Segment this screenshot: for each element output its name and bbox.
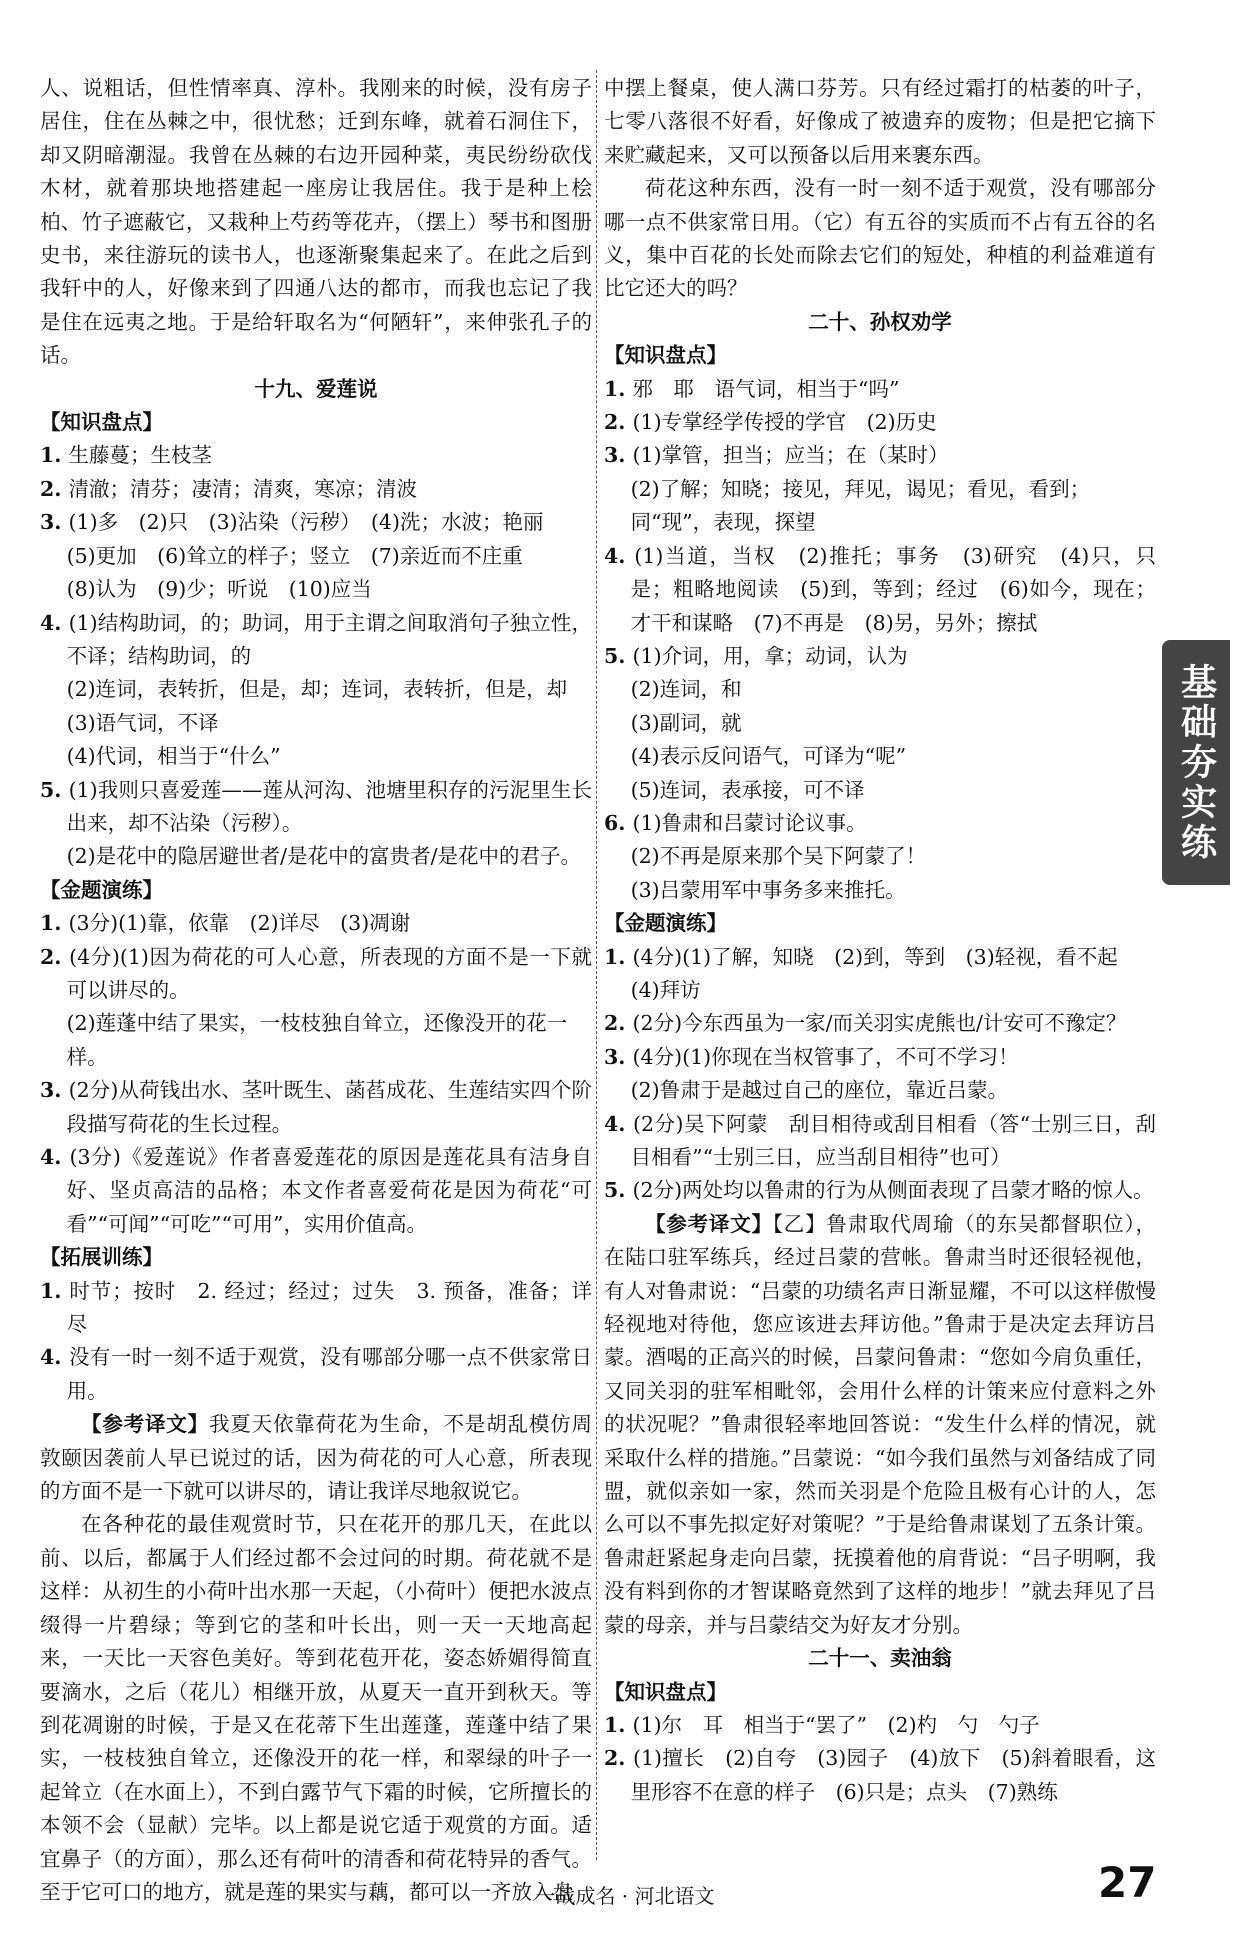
answer-item: 3. (1)掌管，担当；应当；在（某时） bbox=[604, 443, 949, 468]
section-title: 二十一、卖油翁 bbox=[808, 1646, 952, 1671]
answer-line: (4)表示反问语气，可译为“呢” bbox=[630, 744, 907, 769]
left-column bbox=[40, 72, 592, 1909]
subsection-heading: 【金题演练】 bbox=[604, 911, 727, 936]
answer-item: 6. (1)鲁肃和吕蒙讨论议事。 bbox=[604, 810, 867, 835]
side-tab-label: 基础夯实练 bbox=[1175, 662, 1217, 863]
section-title: 二十、孙权劝学 bbox=[808, 309, 952, 334]
answer-item: 3. (4分)(1)你现在当权管事了，不可不学习！ bbox=[604, 1044, 1019, 1069]
page-footer: 一战成名 · 河北语文 bbox=[535, 1884, 715, 1908]
answer-line: (2)不再是原来那个吴下阿蒙了！ bbox=[630, 844, 927, 869]
answer-item: 3. (1)多 (2)只 (3)沾染（污秽） (4)洗；水波；艳丽 bbox=[40, 510, 544, 535]
answer-line: (2)了解；知晓；接见，拜见，谒见；看见，看到；同“现”，表现，探望 bbox=[630, 476, 1091, 535]
reference-translation: 【参考译文】【乙】鲁肃取代周瑜（的东吴都督职位），在陆口驻军练兵，经过吕蒙的营帐。鲁肃当时还很轻视他，有人对鲁肃说：“吕蒙的功绩名声日渐显耀，不可以这样傲慢轻视地对待他，您应该进去拜访他。”鲁肃于是决定去拜访吕蒙。酒喝的正高兴的时候，吕蒙问鲁肃：“您如今肩负重任，又同关羽的驻军相毗邻，会用什么样的计策来应付意料之外的状况呢？”鲁肃很轻率地回答说：“发生什么样的情况，就采取什么样的措施。”吕蒙说：“如今我们虽然与刘备结成了同盟，就似亲如一家，然而关羽是个危险且极有心计的人，怎么可以不事先拟定好对策呢？”于是给鲁肃谋划了五条计策。鲁肃赶紧起身走向吕蒙，抚摸着他的肩背说：“吕子明啊，我没有料到你的才智谋略竟然到了这样的地步！”就去拜见了吕蒙的母亲，并与吕蒙结交为好友才分别。 bbox=[604, 1211, 1156, 1637]
answer-item: 2. (2分)今东西虽为一家/而关羽实虎熊也/计安可不豫定？ bbox=[604, 1011, 1127, 1036]
paragraph: 人、说粗话，但性情率真、淳朴。我刚来的时候，没有房子居住，住在丛棘之中，很忧愁；迁到东峰，就着石洞住下，却又阴暗潮湿。我曾在丛棘的右边开园种菜，夷民纷纷砍伐木材，就着那块地搭建起一座房让我居住。我于是种上桧柏、竹子遮蔽它，又栽种上芍药等花卉，（摆上）琴书和图册史书，来往游玩的读书人，也逐渐聚集起来了。在此之后到我轩中的人，好像来到了四通八达的都市，而我也忘记了我是住在远夷之地。于是给轩取名为“何陋轩”，来伸张孔子的话。 bbox=[40, 76, 592, 368]
answer-item: 4. (1)当道，当权 (2)推托；事务 (3)研究 (4)只，只是；粗略地阅读 (5)到，等到；经过 (6)如今，现在；才干和谋略 (7)不再是 (8)另，另外；擦拭 bbox=[604, 543, 1156, 635]
answer-item: 5. (1)我则只喜爱莲——莲从河沟、池塘里积存的污泥里生长出来，却不沾染（污秽）。 bbox=[40, 777, 592, 835]
answer-item: 2. (1)擅长 (2)自夸 (3)园子 (4)放下 (5)斜着眼看，这里形容不在意的样子 (6)只是；点头 (7)熟练 bbox=[604, 1746, 1156, 1804]
subsection-heading: 【知识盘点】 bbox=[604, 343, 727, 368]
answer-item: 3. (2分)从荷钱出水、茎叶既生、菡萏成花、生莲结实四个阶段描写荷花的生长过程。 bbox=[40, 1078, 592, 1136]
subsection-heading: 【知识盘点】 bbox=[604, 1679, 727, 1704]
page-number: 27 bbox=[1098, 1858, 1157, 1907]
answer-line: (2)鲁肃于是越过自己的座位，靠近吕蒙。 bbox=[630, 1078, 1009, 1103]
answer-item: 4. (1)结构助词，的；助词，用于主谓之间取消句子独立性，不译；结构助词，的 bbox=[40, 610, 592, 668]
answer-item: 4. (3分)《爱莲说》作者喜爱莲花的原因是莲花具有洁身自好、坚贞高洁的品格；本文作者喜爱荷花是因为荷花“可看”“可闻”“可吃”“可用”，实用价值高。 bbox=[40, 1145, 592, 1236]
answer-item: 1. 时节；按时 2. 经过；经过；过失 3. 预备，准备；详尽 bbox=[40, 1278, 592, 1337]
column-divider bbox=[596, 70, 597, 1860]
paragraph: 中摆上餐桌，使人满口芬芳。只有经过霜打的枯萎的叶子，七零八落很不好看，好像成了被遗弃的废物；但是把它摘下来贮藏起来，又可以预备以后用来裹东西。 bbox=[604, 76, 1156, 167]
answer-item: 1. 生藤蔓；生枝茎 bbox=[40, 443, 213, 468]
answer-item: 4. 没有一时一刻不适于观赏，没有哪部分哪一点不供家常日用。 bbox=[40, 1345, 592, 1403]
answer-item: 2. (1)专掌经学传授的学官 (2)历史 bbox=[604, 410, 937, 435]
side-tab bbox=[1162, 640, 1230, 885]
answer-line: (3)语气词，不译 bbox=[66, 710, 219, 735]
subsection-heading: 【金题演练】 bbox=[40, 877, 163, 902]
answer-item: 1. (1)尔 耳 相当于“罢了” (2)杓 勺 勺子 bbox=[604, 1712, 1040, 1737]
answer-line: (2)连词，表转折，但是，却；连词，表转折，但是，却 bbox=[66, 677, 568, 702]
answer-line: (4)拜访 bbox=[630, 977, 701, 1002]
section-title: 十九、爱莲说 bbox=[254, 376, 378, 401]
right-column bbox=[604, 72, 1156, 1809]
reference-translation: 【参考译文】我夏天依靠荷花为生命，不是胡乱模仿周敦颐因袭前人早已说过的话，因为荷花的可人心意，所表现的方面不是一下就可以讲尽的，请让我详尽地叙说它。 bbox=[40, 1412, 593, 1504]
answer-item: 2. (4分)(1)因为荷花的可人心意，所表现的方面不是一下就可以讲尽的。 bbox=[40, 944, 592, 1002]
answer-item: 1. 邪 耶 语气词，相当于“吗” bbox=[604, 376, 900, 401]
paragraph: 荷花这种东西，没有一时一刻不适于观赏，没有哪部分哪一点不供家常日用。（它）有五谷的实质而不占有五谷的名义，集中百花的长处而除去它们的短处，种植的利益难道有比它还大的吗？ bbox=[604, 176, 1156, 301]
answer-line: (3)吕蒙用军中事务多来推托。 bbox=[630, 877, 906, 902]
answer-line: (2)是花中的隐居避世者/是花中的富贵者/是花中的君子。 bbox=[66, 844, 581, 869]
answer-line: (2)连词，和 bbox=[630, 677, 742, 702]
answer-line: (2)莲蓬中结了果实，一枝枝独自耸立，还像没开的花一样。 bbox=[66, 1011, 568, 1069]
subsection-heading: 【拓展训练】 bbox=[40, 1245, 163, 1270]
answer-item: 1. (4分)(1)了解，知晓 (2)到，等到 (3)轻视，看不起 bbox=[604, 944, 1118, 969]
answer-line: (5)连词，表承接，可不译 bbox=[630, 777, 865, 802]
answer-line: (3)副词，就 bbox=[630, 710, 742, 735]
answer-item: 5. (2分)两处均以鲁肃的行为从侧面表现了吕蒙才略的惊人。 bbox=[604, 1178, 1154, 1203]
answer-item: 5. (1)介词，用，拿；动词，认为 bbox=[604, 643, 908, 668]
answer-item: 4. (2分)吴下阿蒙 刮目相待或刮目相看（答“士别三日，刮目相看”“士别三日，应当刮目相待”也可） bbox=[604, 1111, 1156, 1169]
answer-line: (5)更加 (6)耸立的样子；竖立 (7)亲近而不庄重 bbox=[66, 543, 523, 568]
answer-item: 1. (3分)(1)靠，依靠 (2)详尽 (3)凋谢 bbox=[40, 911, 411, 936]
paragraph: 在各种花的最佳观赏时节，只在花开的那几天，在此以前、以后，都属于人们经过都不会过问的时期。荷花就不是这样：从初生的小荷叶出水那一天起，（小荷叶）便把水波点缀得一片碧绿；等到它的茎和叶长出，则一天一天地高起来，一天比一天容色美好。等到花苞开花，姿态娇媚得简直要滴水，之后（花儿）相继开放，从夏天一直开到秋天。等到花凋谢的时候，于是又在花蒂下生出莲蓬，莲蓬中结了果实，一枝枝独自耸立，还像没开的花一样，和翠绿的叶子一起耸立（在水面上），不到白露节气下霜的时候，它所擅长的本领不会（显献）完毕。以上都是说它适于观赏的方面。适宜鼻子（的方面），那么还有荷叶的清香和荷花特异的香气。至于它可口的地方，就是莲的果实与藕，都可以一齐放入盘 bbox=[40, 1512, 592, 1904]
answer-line: (4)代词，相当于“什么” bbox=[66, 744, 281, 769]
subsection-heading: 【知识盘点】 bbox=[40, 410, 163, 435]
answer-line: (8)认为 (9)少；听说 (10)应当 bbox=[66, 577, 372, 602]
answer-item: 2. 清澈；清芬；凄清；清爽，寒凉；清波 bbox=[40, 476, 418, 501]
